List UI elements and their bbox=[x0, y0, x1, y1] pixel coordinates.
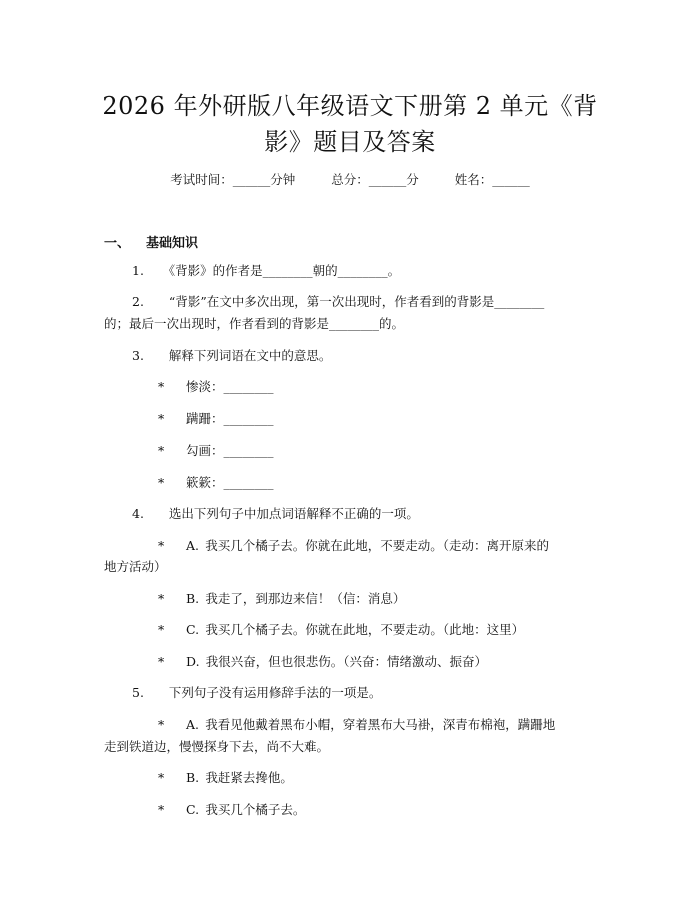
bullet: * bbox=[158, 770, 165, 785]
question-5-option-c: * C. 我买几个橘子去。 bbox=[158, 800, 305, 820]
bullet: * bbox=[158, 379, 165, 394]
question-2-line-2: 的；最后一次出现时，作者看到的背影是________的。 bbox=[104, 316, 405, 331]
question-3-item: * 勾画：________ bbox=[158, 441, 274, 461]
question-4: 4. 选出下列句子中加点词语解释不正确的一项。 bbox=[132, 506, 419, 521]
bullet: * bbox=[158, 538, 165, 553]
exam-meta bbox=[0, 170, 700, 188]
bullet: * bbox=[158, 475, 165, 490]
title-line-2: 影》题目及答案 bbox=[264, 128, 436, 156]
question-4-option-a: * A. 我买几个橘子去。你就在此地，不要走动。（走动：离开原来的 bbox=[158, 536, 549, 556]
question-5-option-a-cont: 走到铁道边，慢慢探身下去，尚不大难。 bbox=[104, 739, 330, 754]
question-3-item: * 簌簌：________ bbox=[158, 473, 274, 493]
title-line-1: 2026 年外研版八年级语文下册第 2 单元《背 bbox=[102, 92, 598, 120]
question-4-option-c: * C. 我买几个橘子去。你就在此地，不要走动。（此地：这里） bbox=[158, 620, 524, 640]
exam-time: 考试时间：______分钟 bbox=[170, 172, 296, 187]
document-title bbox=[95, 88, 605, 160]
bullet: * bbox=[158, 802, 165, 817]
bullet: * bbox=[158, 654, 165, 669]
question-3-item: * 惨淡：________ bbox=[158, 377, 274, 397]
section-title: 基础知识 bbox=[146, 236, 199, 251]
bullet: * bbox=[158, 622, 165, 637]
question-4-option-a-cont: 地方活动） bbox=[104, 559, 167, 574]
bullet: * bbox=[158, 443, 165, 458]
bullet: * bbox=[158, 411, 165, 426]
question-2-line-1: 2. “背影”在文中多次出现，第一次出现时，作者看到的背影是________ bbox=[132, 294, 545, 309]
bullet: * bbox=[158, 717, 165, 732]
question-5-option-b: * B. 我赶紧去搀他。 bbox=[158, 768, 293, 788]
question-3-item: * 蹒跚：________ bbox=[158, 409, 274, 429]
bullet: * bbox=[158, 591, 165, 606]
student-name: 姓名：______ bbox=[454, 172, 530, 187]
question-3: 3. 解释下列词语在文中的意思。 bbox=[132, 348, 332, 363]
question-5-option-a: * A. 我看见他戴着黑布小帽，穿着黑布大马褂，深青布棉袍，蹒跚地 bbox=[158, 715, 555, 735]
section-heading bbox=[104, 232, 198, 251]
question-1: 1. 《背影》的作者是________朝的________。 bbox=[132, 263, 401, 278]
question-4-option-b: * B. 我走了，到那边来信！（信：消息） bbox=[158, 589, 405, 609]
total-score: 总分：______分 bbox=[331, 172, 419, 187]
section-number: 一、 bbox=[104, 236, 131, 251]
question-5: 5. 下列句子没有运用修辞手法的一项是。 bbox=[132, 685, 382, 700]
question-4-option-d: * D. 我很兴奋，但也很悲伤。（兴奋：情绪激动、振奋） bbox=[158, 652, 487, 672]
